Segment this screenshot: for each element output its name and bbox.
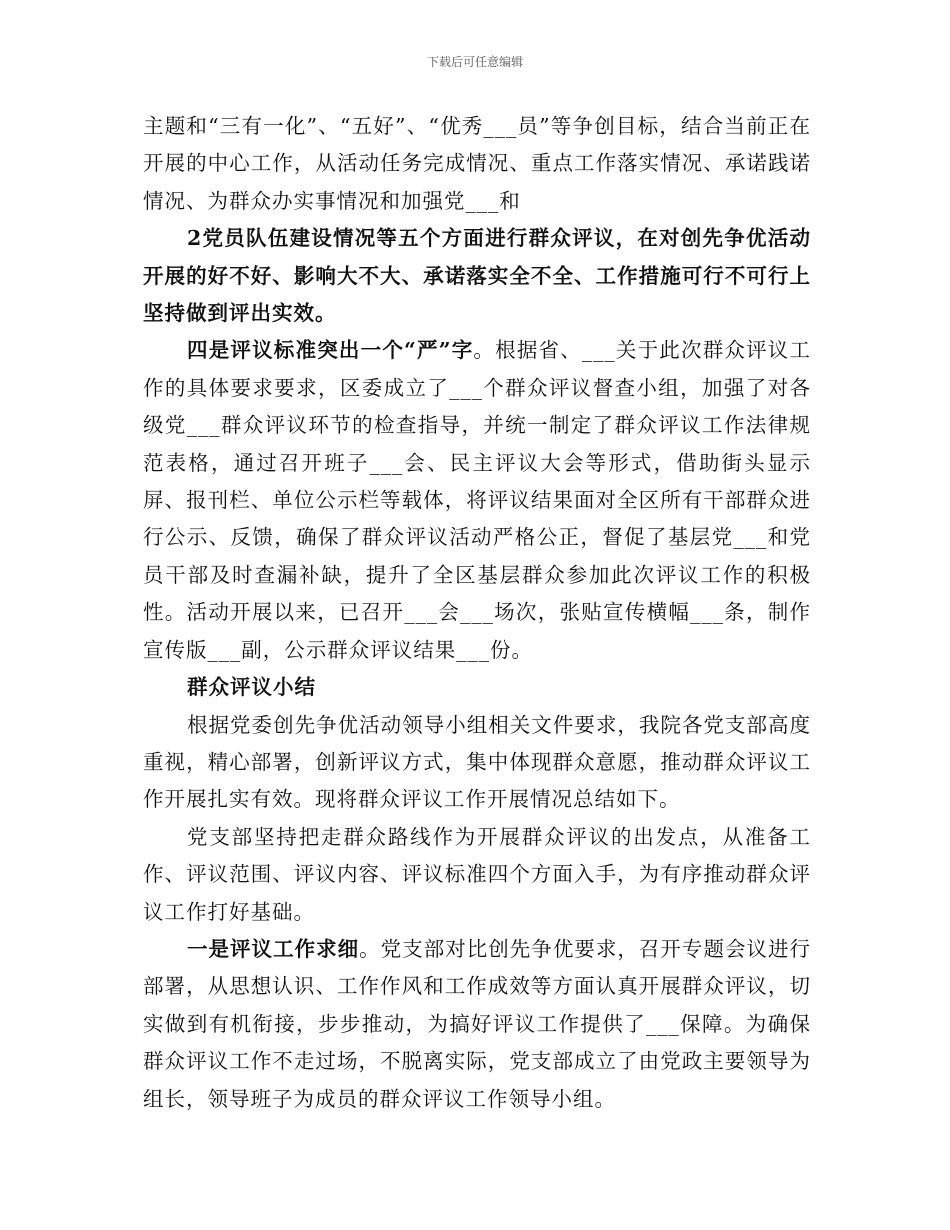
- paragraph-3: [143, 332, 811, 669]
- paragraph-1: 主题和“三有一化”、“五好”、“优秀___员”等争创目标，结合当前正在开展的中心工作，从活动任务完成情况、重点工作落实情况、承诺践诺情况、为群众办实事情况和加强党___和: [143, 114, 811, 213]
- paragraph-3-text: 。根据省、___关于此次群众评议工作的具体要求要求，区委成立了___个群众评议督查小组，加强了对各级党___群众评议环节的检查指导，并统一制定了群众评议工作法律规范表格，通过召开班子___会、民主评议大会等形式，借助街头显示屏、报刊栏、单位公示栏等载体，将评议结果面对全区所有干部群众进行公示、反馈，确保了群众评议活动严格公正，督促了基层党___和党员干部及时查漏补缺，提升了全区基层群众参加此次评议工作的积极性。活动开展以来，已召开___会___场次，张贴宣传横幅___条，制作宣传版___副，公示群众评议结果___份。: [143, 338, 811, 662]
- paragraph-5: 党支部坚持把走群众路线作为开展群众评议的出发点，从准备工作、评议范围、评议内容、评议标准四个方面入手，为有序推动群众评议工作打好基础。: [143, 824, 811, 924]
- paragraph-6-text: 。党支部对比创先争优要求，召开专题会议进行部署，从思想认识、工作作风和工作成效等方面认真开展群众评议，切实做到有机衔接，步步推动，为搞好评议工作提供了___保障。为确保群众评议工作不走过场，不脱离实际，党支部成立了由党政主要领导为组长，领导班子为成员的群众评议工作领导小组。: [143, 936, 812, 1111]
- paragraph-6-lead: 一是评议工作求细: [187, 936, 360, 961]
- paragraph-4: 根据党委创先争优活动领导小组相关文件要求，我院各党支部高度重视，精心部署，创新评议方式，集中体现群众意愿，推动群众评议工作开展扎实有效。现将群众评议工作开展情况总结如下。: [143, 712, 811, 812]
- section-subtitle: 群众评议小结: [187, 675, 316, 700]
- paragraph-3-lead: 四是评议标准突出一个“严”字: [187, 338, 474, 363]
- document-body: [143, 108, 811, 1118]
- paragraph-2: 2党员队伍建设情况等五个方面进行群众评议，在对创先争优活动开展的好不好、影响大不大、承诺落实全不全、工作措施可行不可行上坚持做到评出实效。: [143, 226, 811, 326]
- page-header: 下载后可任意编辑: [426, 55, 523, 69]
- paragraph-6: [143, 931, 811, 1118]
